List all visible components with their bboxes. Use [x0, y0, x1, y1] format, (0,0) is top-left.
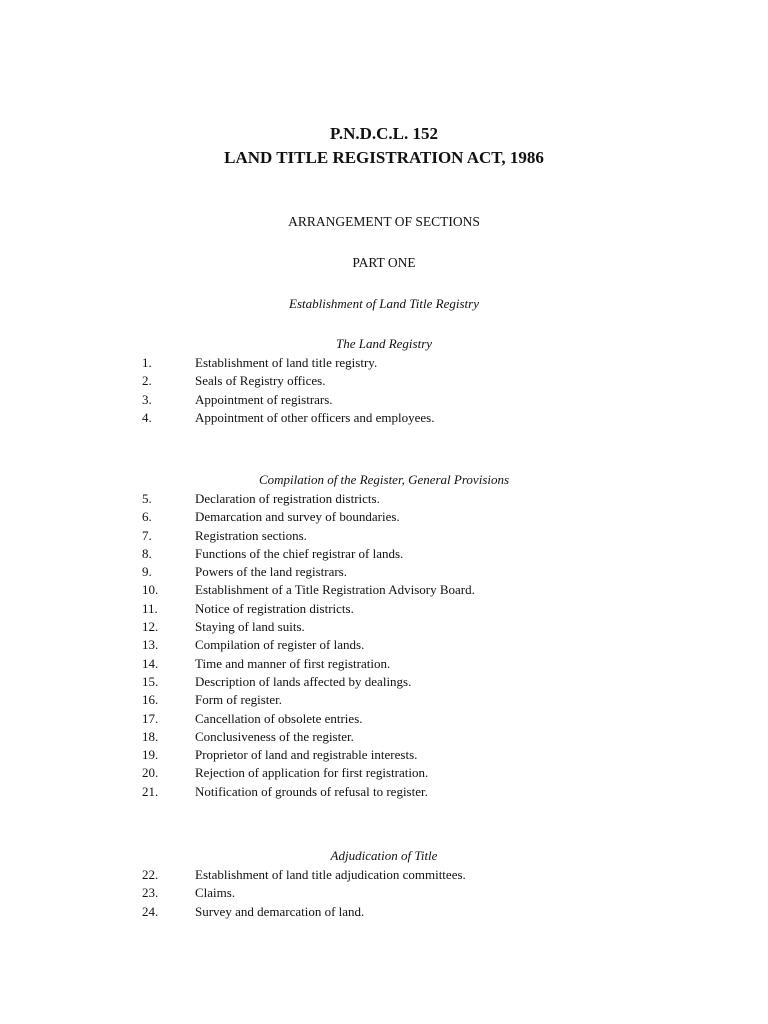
section-row [0, 783, 768, 801]
section-row [0, 545, 768, 563]
section-number: 10. [142, 582, 159, 598]
part-heading: PART ONE [352, 255, 416, 270]
section-title: Appointment of other officers and employees. [195, 409, 435, 425]
section-title: Claims. [195, 885, 236, 901]
section-row [0, 764, 768, 782]
section-row [0, 508, 768, 526]
section-title: Seals of Registry offices. [195, 373, 326, 389]
group-heading-land-registry: The Land Registry [335, 336, 433, 351]
section-number: 3. [142, 391, 152, 407]
part-subheading: Establishment of Land Title Registry [289, 296, 479, 311]
act-title: LAND TITLE REGISTRATION ACT, 1986 [224, 148, 544, 167]
section-number: 20. [142, 765, 159, 781]
section-row [0, 673, 768, 691]
section-title: Establishment of a Title Registration Advisory Board. [195, 582, 475, 598]
section-row [0, 636, 768, 654]
section-number: 8. [142, 545, 152, 561]
section-title: Staying of land suits. [195, 619, 305, 635]
section-number: 15. [142, 673, 159, 689]
section-title: Conclusiveness of the register. [195, 728, 354, 744]
section-number: 14. [142, 655, 159, 671]
section-row [0, 728, 768, 746]
section-number: 2. [142, 373, 152, 389]
section-row [0, 746, 768, 764]
section-number: 16. [142, 692, 159, 708]
section-number: 11. [142, 600, 158, 616]
section-number: 6. [142, 509, 152, 525]
section-title: Declaration of registration districts. [195, 491, 380, 506]
section-number: 4. [142, 409, 152, 425]
section-number: 7. [142, 527, 152, 543]
section-list-land-registry [0, 354, 768, 427]
section-number: 18. [142, 728, 159, 744]
section-number: 12. [142, 619, 159, 635]
section-title: Establishment of land title registry. [195, 355, 378, 370]
section-title: Form of register. [195, 692, 283, 708]
section-number: 24. [142, 903, 159, 919]
section-title: Establishment of land title adjudication committees. [195, 867, 466, 882]
section-title: Notification of grounds of refusal to register. [195, 783, 428, 799]
section-title: Notice of registration districts. [195, 600, 354, 616]
section-title: Functions of the chief registrar of lands. [195, 545, 404, 561]
section-number: 5. [142, 491, 152, 506]
section-title: Demarcation and survey of boundaries. [195, 509, 400, 525]
section-row [0, 354, 768, 372]
section-row [0, 618, 768, 636]
section-title: Cancellation of obsolete entries. [195, 710, 363, 726]
section-list-compilation [0, 490, 768, 801]
section-row [0, 600, 768, 618]
section-row [0, 527, 768, 545]
section-number: 19. [142, 747, 159, 763]
section-number: 23. [142, 885, 159, 901]
section-title: Powers of the land registrars. [195, 564, 347, 580]
section-number: 22. [142, 867, 159, 882]
section-row [0, 866, 768, 884]
section-title: Rejection of application for first registration. [195, 765, 429, 781]
section-number: 9. [142, 564, 152, 580]
section-number: 21. [142, 783, 159, 799]
section-title: Proprietor of land and registrable interests. [195, 747, 418, 763]
section-title: Registration sections. [195, 527, 307, 543]
section-number: 1. [142, 355, 152, 370]
group-heading-compilation: Compilation of the Register, General Provisions [258, 472, 510, 487]
section-title: Appointment of registrars. [195, 391, 333, 407]
section-number: 13. [142, 637, 159, 653]
section-row [0, 655, 768, 673]
section-number: 17. [142, 710, 159, 726]
section-row [0, 903, 768, 921]
section-row [0, 710, 768, 728]
section-title: Survey and demarcation of land. [195, 903, 365, 919]
section-row [0, 391, 768, 409]
act-code: P.N.D.C.L. 152 [330, 124, 438, 143]
section-title: Description of lands affected by dealings. [195, 673, 412, 689]
section-row [0, 372, 768, 390]
group-heading-adjudication: Adjudication of Title [330, 848, 438, 863]
section-row [0, 563, 768, 581]
arrangement-heading: ARRANGEMENT OF SECTIONS [288, 214, 480, 229]
section-row [0, 884, 768, 902]
section-row [0, 409, 768, 427]
section-title: Compilation of register of lands. [195, 637, 365, 653]
section-row [0, 691, 768, 709]
section-list-adjudication [0, 866, 768, 921]
section-row [0, 581, 768, 599]
section-row [0, 490, 768, 508]
section-title: Time and manner of first registration. [195, 655, 391, 671]
